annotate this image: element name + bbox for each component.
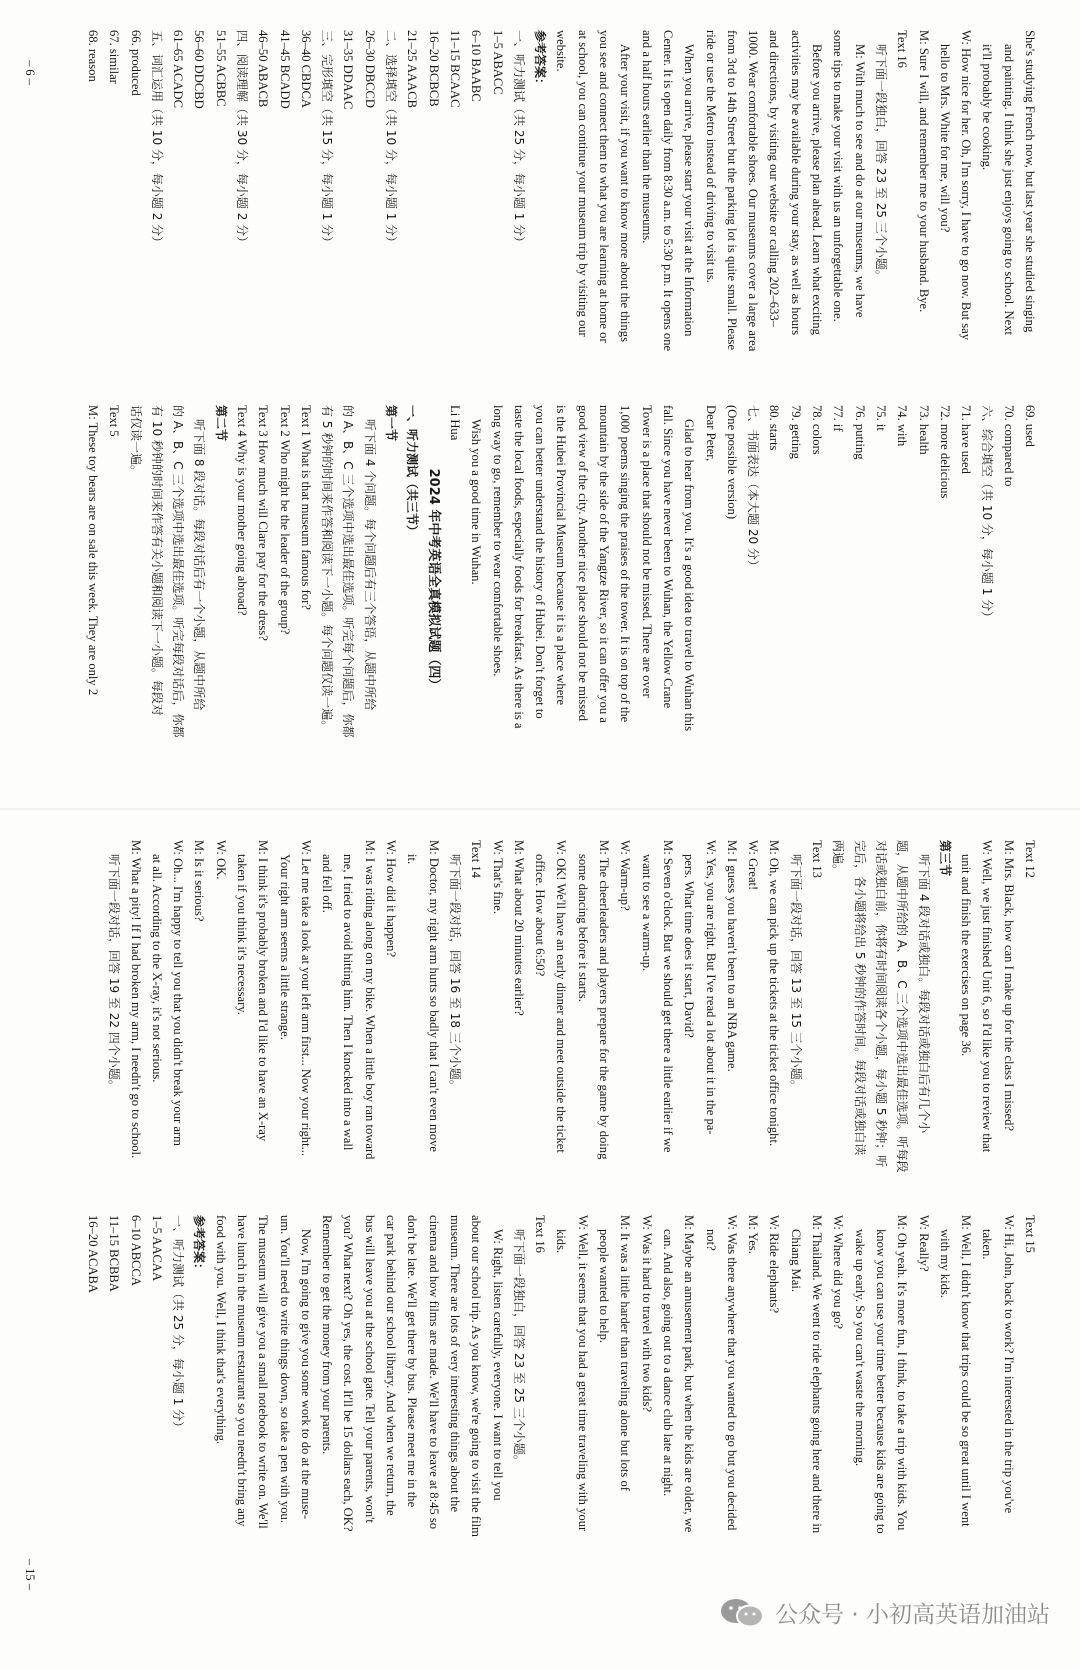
text-line: 78. colors [810, 405, 825, 455]
text-line: 75. it [873, 405, 888, 431]
text-line: M: Doctor, my right arm hurts so badly that I can't even move [426, 840, 441, 1152]
text-line: 的 A、B、C 三个选项中选出最佳选项。听完每个问题后，你都 [341, 405, 356, 738]
text-line: 听下面 8 段对话。每段对话后有一个小题，从题中所给 [192, 419, 207, 711]
text-line: (One possible version) [724, 405, 739, 520]
text-line: 16–20 ACABA [85, 1215, 100, 1294]
text-line: M: I guess you haven't been to an NBA game. [724, 840, 739, 1072]
text-line: 6–10 BAABC [469, 30, 484, 102]
text-line: Chiang Mai. [788, 1229, 803, 1292]
text-line: W: Where did you go? [831, 1215, 846, 1330]
text-line: 77. if [831, 405, 846, 432]
text-line: at all. According to the X-ray, it's not serious. [149, 854, 164, 1083]
text-line: 听下面 4 个问题。每个问题后有三个答语，从题中所给 [362, 419, 377, 711]
text-line: M: With much to see and do at our museums, we have [852, 44, 867, 318]
text-line: 一、听力测试（共 25 分，每小题 1 分） [511, 30, 526, 249]
text-line: 51–55 ACBBC [213, 30, 228, 107]
text-line: pers. What time does it start, David? [682, 854, 697, 1038]
text-line: Your right arm seems a little strange. [277, 854, 292, 1040]
text-line: 五、词汇运用（共 10 分，每小题 2 分） [149, 30, 164, 249]
page-number: – 15 – [23, 1558, 37, 1590]
text-line: me, I tried to avoid hitting him. Then I knocked into a wall [341, 854, 356, 1151]
text-line: 完后，各小题将给出 5 秒钟的作答时间。每段对话或独白读 [852, 840, 867, 1156]
page-number: – 6 – [23, 60, 37, 85]
text-line: unit and finish the exercises on page 36. [959, 854, 974, 1057]
text-line: The museum will give you a small notebook to write on. We'll [256, 1215, 271, 1529]
text-line: M: Is it serious? [192, 840, 207, 922]
text-line: 11–15 BCAAC [447, 30, 462, 108]
text-line: M: Seven o'clock. But we should get there a little earlier if we [660, 840, 675, 1153]
text-line: ride or use the Metro instead of driving to visit us. [703, 30, 718, 283]
text-line: 80. starts [767, 405, 782, 451]
text-line: 61–65 ACADC [171, 30, 186, 109]
text-line: 11–15 BCBBA [107, 1215, 122, 1292]
text-line: office. How about 6:50? [533, 854, 548, 977]
text-line: you see and connect them to what you are learning at home or [597, 30, 612, 343]
text-line: Wish you a good time in Wuhan. [469, 419, 484, 585]
text-line: 参考答案： [533, 30, 548, 91]
text-line: Remember to get the money from your parents. [320, 1215, 335, 1455]
text-line: taken if you think it's necessary. [235, 854, 250, 1015]
text-line: activities may be available during your stay, as well as hours [788, 30, 803, 336]
text-line: M: Well, I didn't know that trips could be so great until I went [959, 1215, 974, 1527]
text-line: it'll probably be cooking. [980, 44, 995, 171]
top-page-left-column [82, 30, 1040, 380]
bottom-page-left-column [103, 840, 1040, 1190]
text-line: W: Hi, John, back to work? I'm interested in the trip you've [1001, 1215, 1016, 1514]
text-line: M: The cheerleaders and players prepare for the game by doing [597, 840, 612, 1160]
text-line: W: Yes, you are right. But I've read a lot about it in the pa- [703, 840, 718, 1135]
text-line: 6–10 ABCCA [128, 1215, 143, 1287]
text-line: She's studying French now, but last year she studied singing [1023, 30, 1037, 333]
text-line: M: Yes. [746, 1215, 761, 1254]
text-line: have lunch in the museum restaurant so you needn't bring any [235, 1215, 250, 1527]
text-line: um. You'll need to write things down, so take a pen with you. [277, 1215, 292, 1523]
text-line: Center. It is open daily from 8:30 a.m. to 5:30 p.m. It opens one [660, 30, 675, 352]
text-line: 69. used [1023, 405, 1037, 447]
wechat-icon [719, 1597, 765, 1629]
text-line: and a half hours earlier than the museums. [639, 30, 654, 244]
text-line: M: What about 20 minutes earlier? [511, 840, 526, 1016]
text-line: 一、听力测试（共三节） [405, 405, 420, 538]
text-line: 72. more delicious [937, 405, 952, 499]
text-line: 76. putting [852, 405, 867, 460]
text-line: 有 5 秒钟的时间来作答和阅读下一小题。每个问题仅读一遍。 [320, 405, 335, 733]
text-line: you can better understand the history of Hubei. Don't forget to [533, 405, 548, 719]
text-line: 26–30 DBCCD [362, 30, 377, 109]
text-line: bus will leave you at the school gate. Tell your parents, won't [362, 1215, 377, 1523]
text-line: want to see a warm-up. [639, 854, 654, 972]
text-line: and fell off. [320, 854, 335, 913]
text-line: 16–20 BCBCB [426, 30, 441, 107]
text-line: you? What next? Oh yes, the cost. It'll be 15 dollars each, OK? [341, 1215, 356, 1532]
text-line: 41–45 BCADD [277, 30, 292, 109]
text-line: and painting. I think she just enjoys going to school. Next [1001, 44, 1016, 336]
text-line: 1–5 AACAA [149, 1215, 164, 1282]
text-line: M: It was a little harder than traveling alone but lots of [618, 1215, 633, 1491]
text-line: W: Was it hard to travel with two kids? [639, 1215, 654, 1412]
text-line: W: Was there anywhere that you wanted to go but you decided [724, 1215, 739, 1531]
text-line: 第二节 [213, 405, 228, 442]
text-line: Text 16 [895, 30, 910, 68]
text-line: some tips to make your visit with us an unforgettable one. [831, 30, 846, 322]
top-page [0, 0, 1080, 810]
text-line: 46–50 ABACB [256, 30, 271, 108]
text-line: at school, you can continue your museum trip by visiting our [575, 30, 590, 337]
text-line: W: How did it happen? [384, 840, 399, 958]
text-line: 71. have used [959, 405, 974, 474]
text-line: hello to Mrs. White for me, will you? [937, 44, 952, 233]
text-line: 70. compared to [1001, 405, 1016, 487]
text-line: 第一节 [384, 405, 399, 442]
bottom-page-rotated-content [0, 810, 1080, 1620]
text-line: Text 14 [469, 840, 484, 878]
text-line: 36–40 CBDCA [298, 30, 313, 109]
text-line: food with you. Well, I think that's everything. [213, 1215, 228, 1445]
text-line: 听下面一段对话，回答 19 至 22 四个小题。 [107, 854, 122, 1092]
text-line: 对话或独白前，你将有时间阅读各个小题，每小题 5 秒钟；听 [873, 840, 888, 1168]
text-line: some dancing before it starts. [575, 854, 590, 1002]
bottom-page-right-column [82, 1215, 1040, 1565]
text-line: 话仅读一遍。 [128, 405, 143, 478]
text-line: 31–35 DDAAC [341, 30, 356, 110]
text-line: 74. with [895, 405, 910, 447]
text-line: 有 10 秒钟的时间来作答有关小题和阅读下一小题。每段对 [149, 405, 164, 716]
text-line: W: Ride elephants? [767, 1215, 782, 1314]
text-line: 两遍。 [831, 840, 846, 877]
text-line: Glad to hear from you. It's a good idea to travel to Wuhan this [682, 419, 697, 732]
text-line: 1000. Wear comfortable shoes. Our museums cover a large area [746, 30, 761, 352]
text-line: it. [405, 854, 420, 865]
text-line: M: Oh yeah. It's more fun, I think, to take a trip with kids. You [895, 1215, 910, 1531]
text-line: Text 3 How much will Clare pay for the dress? [256, 405, 271, 641]
text-line: M: Sure I will, and remember me to your husband. Bye. [916, 30, 931, 313]
text-line: and directions, by visiting our website or calling 202–633– [767, 30, 782, 327]
text-line: Text 15 [1023, 1215, 1037, 1253]
text-line: 1–5 ABACC [490, 30, 505, 95]
text-line: taste the local foods, especially foods for breakfast. As there is a [511, 405, 526, 729]
text-line: people wanted to help. [597, 1229, 612, 1344]
text-line: 73. health [916, 405, 931, 455]
text-line: from 3rd to 14th Street but the parking lot is quite small. Please [724, 30, 739, 351]
text-line: car park behind our school library. And when we return, the [384, 1215, 399, 1516]
text-line: M: Thailand. We went to ride elephants going here and there in [810, 1215, 825, 1534]
text-line: cinema and how films are made. We'll have to leave at 8:45 so [426, 1215, 441, 1530]
text-line: don't be late. We'll get there by bus. Please meet me in the [405, 1215, 420, 1508]
top-page-right-column [82, 405, 1040, 755]
text-line: 听下面 4 段对话或独白。每段对话或独白后有几个小 [916, 854, 931, 1134]
text-line: 第三节 [937, 840, 952, 877]
text-line: W: Let me take a look at your left arm first... Now your right... [298, 840, 313, 1157]
text-line: 题，从题中所给的 A、B、C 三个选项中选出最佳选项。听每段 [895, 840, 910, 1173]
watermark-text: 公众号 · 小初高英语加油站 [775, 1602, 1050, 1628]
text-line: Text 2 Who might be the leader of the group? [277, 405, 292, 635]
text-line: M: These toy bears are on sale this week. They are only 2 [85, 405, 100, 696]
text-line: W: Oh... I'm happy to tell you that you didn't break your arm [171, 840, 186, 1146]
text-line: 1,000 poems singing the praises of the tower. It is on top of the [618, 405, 633, 723]
text-line: 四、阅读理解（共 30 分，每小题 2 分） [235, 30, 250, 249]
text-line: fall. Since you have never been to Wuhan, the Yellow Crane [660, 405, 675, 709]
text-line: Text 1 What is that museum famous for? [298, 405, 313, 610]
text-line: M: Maybe an amusement park, but when the kids are older, we [682, 1215, 697, 1533]
watermark [719, 1596, 1050, 1629]
text-line: 56–60 DDCBD [192, 30, 207, 109]
text-line: with my kids. [937, 1229, 952, 1298]
text-line: long way to go, remember to wear comfortable shoes. [490, 405, 505, 677]
text-line: 七、书面表达（本大题 20 分） [746, 405, 761, 572]
text-line: 68. reason [85, 30, 100, 82]
bottom-page [0, 810, 1080, 1620]
text-line: 21–25 AAACB [405, 30, 420, 109]
text-line: can. And also, going out to a dance club late at night. [660, 1229, 675, 1497]
text-line: is the Hubei Provincial Museum because it is a place where [554, 405, 569, 706]
text-line: 听下面一段对话，回答 13 至 15 三个小题。 [788, 854, 803, 1092]
text-line: W: Great! [746, 840, 761, 891]
text-line: M: What a pity! If I had broken my arm, I needn't go to school. [128, 840, 143, 1159]
text-line: good view of the city. Another nice place should not be missed [575, 405, 590, 722]
text-line: website. [554, 30, 569, 72]
text-line: Tower is a place that should not be missed. There are over [639, 405, 654, 698]
text-line: Text 4 Why is your mother going abroad? [235, 405, 250, 616]
text-line: 三、完形填空（共 15 分，每小题 1 分） [320, 30, 335, 249]
text-line: 的 A、B、C 三个选项中选出最佳选项。听完每段对话后，你都 [171, 405, 186, 738]
text-line: 六、综合填空（共 10 分，每小题 1 分） [980, 405, 995, 624]
text-line: M: I think it's probably broken and I'd like to have an X-ray [256, 840, 271, 1142]
text-line: 参考答案： [192, 1215, 207, 1276]
text-line: wake up early. So you can't waste the morning. [852, 1229, 867, 1467]
text-line: about our school trip. As you know, we're going to visit the film [469, 1215, 484, 1537]
text-line: Now, I'm going to give you some work to do at the muse- [298, 1229, 313, 1520]
text-line: 一、听力测试（共 25 分，每小题 1 分） [171, 1215, 186, 1434]
text-line: 二、选择填空（共 10 分，每小题 1 分） [384, 30, 399, 249]
text-line: 67. similar [107, 30, 122, 84]
text-line: When you arrive, please start your visit at the Information [682, 44, 697, 337]
text-line: kids. [554, 1229, 569, 1254]
text-line: Dear Peter, [703, 405, 718, 462]
text-line: Text 12 [1023, 840, 1037, 878]
text-line: M: I was riding along on my bike. When a little boy ran toward [362, 840, 377, 1160]
text-line: Text 5 [107, 405, 122, 437]
text-line: taken. [980, 1229, 995, 1260]
text-line: After your visit, if you want to know more about the things [618, 44, 633, 343]
top-page-rotated-content [0, 0, 1080, 810]
text-line: W: Right, listen carefully, everyone. I want to tell you [490, 1229, 505, 1501]
text-line: Text 16 [533, 1215, 548, 1253]
text-line: 66. produced [128, 30, 143, 96]
text-line: museum. There are lots of very interesting things about the [447, 1215, 462, 1513]
text-line: 79. getting [788, 405, 803, 459]
text-line: Li Hua [447, 405, 462, 441]
text-line: W: That's fine. [490, 840, 505, 914]
text-line: 听下面一段独白，回答 23 至 25 三个小题。 [511, 1229, 526, 1467]
text-line: mountain by the side of the Yangtze River, so it can offer you a [597, 405, 612, 723]
text-line: W: Warm-up? [618, 840, 633, 911]
text-line: W: OK! We'll have an early dinner and meet outside the ticket [554, 840, 569, 1153]
text-line: W: How nice for her. Oh, I'm sorry, I have to go now. But say [959, 30, 974, 341]
text-line: W: OK. [213, 840, 228, 880]
text-line: not? [703, 1229, 718, 1251]
text-line: W: Well, we just finished Unit 6, so I'd like you to review that [980, 840, 995, 1153]
text-line: Before you arrive, please plan ahead. Learn what exciting [810, 44, 825, 335]
text-line: W: Well, it seems that you had a great time traveling with your [575, 1215, 590, 1532]
text-line: 听下面一段独白，回答 23 至 25 三个小题。 [873, 44, 888, 282]
text-line: know you can use your time better because kids are going to [873, 1229, 888, 1534]
text-line: 2024 年中考英语全真模拟试题（四） [425, 468, 441, 692]
text-line: Text 13 [810, 840, 825, 878]
text-line: M: Mrs. Black, how can I make up for the class I missed? [1001, 840, 1016, 1131]
text-line: 听下面一段对话，回答 16 至 18 三个小题。 [447, 854, 462, 1092]
text-line: M: Oh, we can pick up the tickets at the ticket office tonight. [767, 840, 782, 1147]
text-line: W: Really? [916, 1215, 931, 1272]
